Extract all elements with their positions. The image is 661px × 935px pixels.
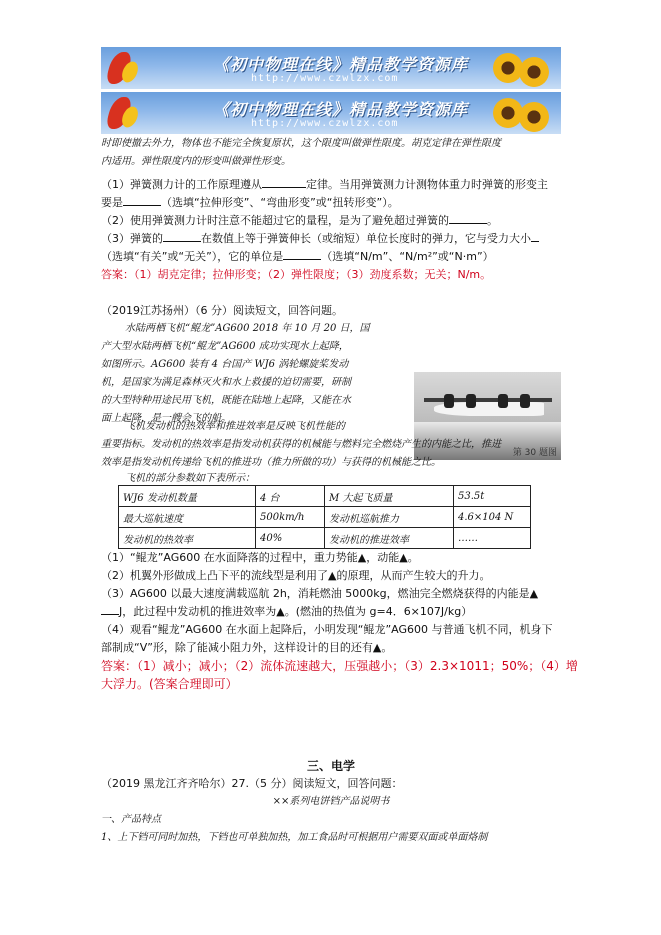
answer-blank [262,187,306,188]
table-cell: …… [454,528,531,549]
table-cell: 最大巡航速度 [119,507,256,528]
resource-banner [101,92,561,134]
banner-title: 《初中物理在线》精品教学资源库 [213,55,469,74]
question-line: （3）弹簧的 在数值上等于弹簧伸长（或缩短）单位长度时的弹力，它与受力大小 [101,230,561,248]
passage-line: 效率是指发动机传递给飞机的推进功（推力所做的功）与获得的机械能之比。 [101,457,441,468]
table-row [119,486,531,507]
table-cell: M 大起飞质量 [325,486,454,507]
question-line: （2）机翼外形做成上凸下平的流线型是利用了▲的原理，从而产生较大的升力。 [101,569,491,582]
passage-line: 如图所示。AG600 装有 4 台国产 WJ6 涡轮螺旋桨发动 [101,359,349,370]
passage-line: 时即使撤去外力，物体也不能完全恢复原状，这个限度叫做弹性限度。胡克定律在弹性限度 [101,138,501,149]
answer-line: 答案：（1）胡克定律；拉伸形变；（2）弹性限度；（3）劲度系数；无关；N/m。 [101,268,492,281]
passage-line: 飞机的部分参数如下表所示： [125,473,255,484]
table-row [119,528,531,549]
question-line: （1）“鲲龙”AG600 在水面降落的过程中，重力势能▲，动能▲。 [101,551,419,564]
question-line: （1）弹簧测力计的工作原理遵从 定律。当用弹簧测力计测物体重力时弹簧的形变主 [101,178,548,191]
answer-blank [531,241,539,242]
subheading: 一、产品特点 [101,814,161,825]
figure-caption: 第 30 题图 [512,448,557,458]
table-cell: 4.6×104 N [454,507,531,528]
question-line: （4）观看“鲲龙”AG600 在水面上起降后，小明发现“鲲龙”AG600 与普通飞机不同，机身下 [101,623,553,636]
table-cell: 4 台 [256,486,325,507]
answer-line: 大浮力。(答案合理即可） [101,677,238,691]
answer-blank [101,614,119,615]
table-cell: 500km/h [256,507,325,528]
sunflower-icon [493,49,555,87]
question-line: （3）AG600 以最大速度满载巡航 2h，消耗燃油 5000kg，燃油完全燃烧获得的内能是▲ [101,587,539,600]
answer-blank [123,205,161,206]
table-cell: 发动机巡航推力 [325,507,454,528]
passage-line: 1、上下铛可同时加热，下铛也可单独加热，加工食品时可根据用户需要双面或单面烙制 [101,832,488,843]
question-line: （选填“有关”或“无关”），它的单位是 （选填“N/m”、“N/m²”或“N·m”） [101,250,494,263]
table-cell: 53.5t [454,486,531,507]
resource-banner [101,47,561,89]
question-header: （2019 黑龙江齐齐哈尔）27.（5 分）阅读短文，回答问题： [101,777,403,790]
section-title: 三、电学 [306,759,355,773]
question-header: （2019江苏扬州）（6 分）阅读短文，回答问题。 [101,304,343,317]
passage-line: 面上起降，是一艘会飞的船。 [101,413,231,424]
answer-blank [283,259,321,260]
passage-line: 机，是国家为满足森林灭火和水上救援的迫切需要，研制 [101,377,351,388]
document-title: ××系列电饼铛产品说明书 [272,796,390,807]
passage-line: 水陆两栖飞机“鲲龙”AG600 2018 年 10 月 20 日，国 [125,323,370,334]
question-line: J，此过程中发动机的推进效率为▲。(燃油的热值为 g=4．6×107J/kg） [101,603,561,621]
banner-url: http://www.czwlzx.com [251,118,399,129]
passage-line: 重要指标。发动机的热效率是指发动机获得的机械能与燃料完全燃烧产生的内能之比，推进 [101,439,501,450]
table-cell: 40% [256,528,325,549]
sunflower-icon [493,94,555,132]
table-cell: 发动机的推进效率 [325,528,454,549]
answer-blank [449,223,487,224]
passage-line: 飞机发动机的热效率和推进效率是反映飞机性能的 [125,421,345,432]
question-line: 部制成“V”形，除了能减小阻力外，这样设计的目的还有▲。 [101,641,393,654]
passage-line: 产大型水陆两栖飞机“鲲龙”AG600 成功实现水上起降， [101,341,349,352]
table-cell: 发动机的热效率 [119,528,256,549]
banner-url: http://www.czwlzx.com [251,73,399,84]
passage-line: 的大型特种用途民用飞机，既能在陆地上起降，又能在水 [101,395,351,406]
table-row [119,507,531,528]
passage-line: 内适用。弹性限度内的形变叫做弹性形变。 [101,156,291,167]
table-cell: WJ6 发动机数量 [119,486,256,507]
parameter-table [118,485,531,549]
banner-title: 《初中物理在线》精品教学资源库 [213,100,469,119]
question-line: 要是 （选填“拉伸形变”、“弯曲形变”或“扭转形变”）。 [101,196,399,209]
question-line: （2）使用弹簧测力计时注意不能超过它的量程，是为了避免超过弹簧的 。 [101,214,498,227]
answer-blank [163,241,201,242]
answer-line: 答案：（1）减小；减小；（2）流体流速越大，压强越小；（3）2.3×1011；50%；（4）增 [101,659,578,673]
